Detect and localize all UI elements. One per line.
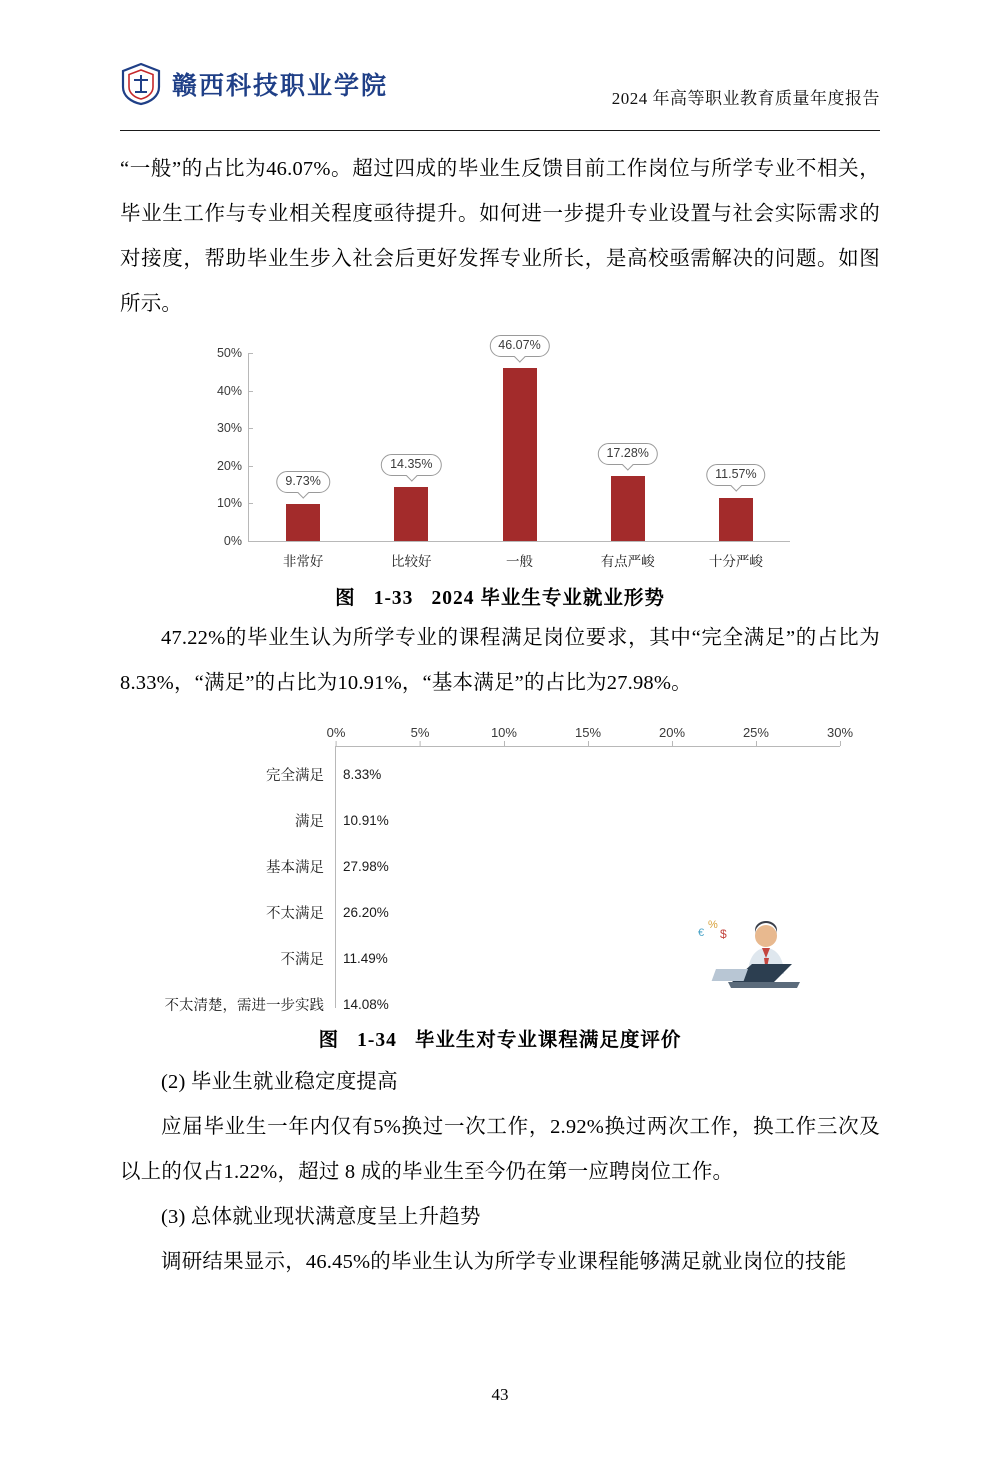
y-tick: 0% [224,534,249,548]
bar-column [286,504,320,541]
y-tick: 40% [217,384,249,398]
x-axis-label: 一般 [506,554,533,569]
x-axis-label: 有点严峻 [600,554,655,569]
category-label: 不太满足 [266,905,324,922]
paragraph-2: 47.22%的毕业生认为所学专业的课程满足岗位要求，其中“完全满足”的占比为8.33%，“满足”的占比为10.91%，“基本满足”的占比为27.98%。 [120,627,880,694]
x-axis-label: 非常好 [282,554,324,569]
data-label-callout: 9.73% [276,471,329,493]
x-tick: 5% [410,725,430,740]
category-label: 不太清楚，需进一步实践 [164,997,324,1014]
y-tick: 30% [217,421,249,435]
paragraph-5: (3) 总体就业现状满意度呈上升趋势 [161,1206,481,1228]
figure-1-33-chart [120,337,880,576]
value-label: 8.33% [343,766,382,782]
page-header [120,58,880,131]
figure-title: 2024 毕业生专业就业形势 [431,588,665,609]
bar-row [280,937,388,979]
figure-label: 图 [318,1030,340,1051]
category-label: 不满足 [280,951,324,968]
figure-1-34-chart [120,718,880,1018]
column-chart [200,337,800,576]
y-tick: 50% [217,346,249,360]
value-label: 10.91% [343,812,389,828]
figure-number: 1-34 [357,1030,397,1051]
value-label: 26.20% [343,904,389,920]
bar-column [394,487,428,541]
category-label: 完全满足 [266,767,324,784]
bar-row [295,799,389,841]
figure-1-34-caption [120,1024,880,1052]
figure-title: 毕业生对专业课程满足度评价 [414,1030,682,1051]
paragraph-1: “一般”的占比为46.07%。超过四成的毕业生反馈目前工作岗位与所学专业不相关，毕业生工作与专业相关程度亟待提升。如何进一步提升专业设置与社会实际需求的对接度，帮助毕业生步入社会后更好发挥专业所长，是高校亟需解决的问题。如图所示。 [120,158,880,315]
bar-column [503,368,537,541]
svg-text:€: € [698,927,705,939]
figure-1-33-caption [120,582,880,610]
x-tick: 15% [574,725,602,740]
data-label-callout: 17.28% [597,443,657,465]
x-axis-label: 十分严峻 [708,554,763,569]
x-tick: 30% [826,725,854,740]
x-tick: 0% [326,725,346,740]
bar-row [266,891,389,933]
data-label-callout: 46.07% [489,335,549,357]
paragraph-4: 应届毕业生一年内仅有5%换过一次工作，2.92%换过两次工作，换工作三次及以上的仅占1.22%，超过 8 成的毕业生至今仍在第一应聘岗位工作。 [120,1116,880,1183]
category-label: 基本满足 [266,859,324,876]
data-label-callout: 14.35% [381,454,441,476]
horizontal-bar-chart [150,718,854,1018]
x-tick: 25% [742,725,769,740]
header-report-title: 2024 年高等职业教育质量年度报告 [611,89,880,108]
page-number: 43 [491,1385,509,1404]
x-axis-label: 比较好 [391,554,432,569]
svg-text:%: % [708,919,718,931]
column-chart-plot [216,337,790,569]
bar-row [266,753,382,795]
value-label: 11.49% [343,950,388,966]
institution-name: 赣西科技职业学院 [172,73,389,100]
value-label: 27.98% [343,858,389,874]
bar-column [719,498,753,542]
data-label-callout: 11.57% [706,464,765,486]
figure-number: 1-33 [373,588,414,609]
y-tick: 20% [217,459,249,473]
x-tick: 20% [659,725,686,740]
paragraph-3: (2) 毕业生就业稳定度提高 [161,1071,398,1093]
bar-row [164,983,389,1025]
bar-column [611,476,645,541]
paragraph-6: 调研结果显示，46.45%的毕业生认为所学专业课程能够满足就业岗位的技能 [161,1251,847,1273]
figure-label: 图 [335,588,356,609]
value-label: 14.08% [343,996,389,1012]
bar-chart-plot [164,725,854,1014]
svg-text:$: $ [720,927,727,941]
document-page [0,58,1000,1467]
x-tick: 10% [490,725,517,740]
bar-row [266,845,389,887]
school-crest-icon [120,62,162,106]
category-label: 满足 [295,813,324,830]
institution-logo [120,62,388,106]
businessman-laptop-illustration-icon [692,914,812,1002]
y-tick: 10% [217,496,249,510]
